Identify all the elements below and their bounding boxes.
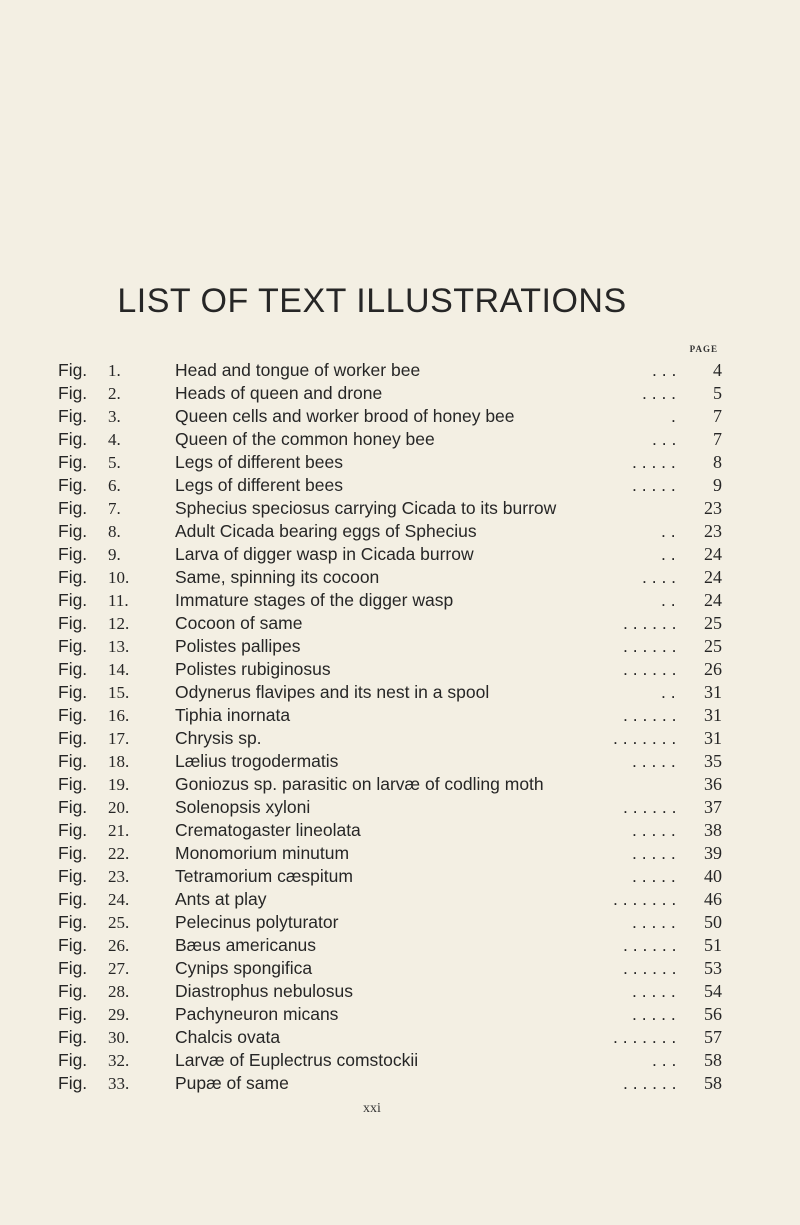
fig-label: Fig. (58, 1073, 88, 1093)
figure-caption: Immature stages of the digger wasp (175, 590, 454, 610)
figure-number: 18. (108, 752, 130, 771)
fig-label: Fig. (58, 958, 88, 978)
fig-label: Fig. (58, 820, 88, 840)
page-ref: 31 (704, 705, 722, 725)
page-ref: 57 (704, 1027, 722, 1047)
figure-caption: Queen of the common honey bee (175, 429, 435, 449)
page-ref: 4 (713, 360, 722, 380)
dot-leader: . . . . . . . (613, 889, 677, 909)
list-item (58, 405, 722, 428)
page-ref: 35 (704, 751, 722, 771)
page-ref: 31 (704, 728, 722, 748)
list-item (58, 382, 722, 405)
figure-number: 5. (108, 453, 121, 472)
page-ref: 40 (704, 866, 722, 886)
dot-leader: . . . . . (632, 981, 676, 1001)
fig-label: Fig. (58, 682, 88, 702)
page-ref: 7 (713, 406, 722, 426)
illustrations-list (58, 359, 722, 1095)
figure-caption: Diastrophus nebulosus (175, 981, 354, 1001)
figure-caption: Legs of different bees (175, 475, 343, 495)
page-ref: 25 (704, 613, 722, 633)
figure-number: 6. (108, 476, 121, 495)
figure-number: 33. (108, 1074, 130, 1093)
fig-label: Fig. (58, 981, 88, 1001)
page-ref: 24 (704, 544, 722, 564)
figure-number: 9. (108, 545, 121, 564)
page-ref: 5 (713, 383, 722, 403)
page-ref: 23 (704, 521, 722, 541)
figure-number: 29. (108, 1005, 130, 1024)
figure-caption: Tetramorium cæspitum (175, 866, 353, 886)
figure-number: 21. (108, 821, 130, 840)
dot-leader: . . . . . . . (613, 1027, 677, 1047)
fig-label: Fig. (58, 498, 88, 518)
figure-caption: Legs of different bees (175, 452, 343, 472)
figure-caption: Heads of queen and drone (175, 383, 383, 403)
figure-caption: Lælius trogodermatis (175, 751, 339, 771)
page-ref: 58 (704, 1073, 722, 1093)
figure-number: 17. (108, 729, 130, 748)
figure-caption: Same, spinning its cocoon (175, 567, 380, 587)
figure-number: 28. (108, 982, 130, 1001)
figure-number: 24. (108, 890, 130, 909)
dot-leader: . . . . . . (623, 705, 677, 725)
figure-number: 4. (108, 430, 121, 449)
dot-leader: . . . . . . . (613, 728, 677, 748)
dot-leader: . . (661, 521, 676, 541)
figure-number: 12. (108, 614, 130, 633)
figure-number: 26. (108, 936, 130, 955)
figure-caption: Tiphia inornata (175, 705, 291, 725)
list-item (58, 750, 722, 773)
dot-leader: . . . . (642, 567, 677, 587)
list-item (58, 1072, 722, 1095)
dot-leader: . . . . . . (623, 1073, 677, 1093)
fig-label: Fig. (58, 590, 88, 610)
page-ref: 38 (704, 820, 722, 840)
page-ref: 9 (713, 475, 722, 495)
dot-leader: . (671, 406, 676, 426)
figure-number: 27. (108, 959, 130, 978)
figure-number: 8. (108, 522, 121, 541)
fig-label: Fig. (58, 613, 88, 633)
figure-number: 16. (108, 706, 130, 725)
list-item (58, 1049, 722, 1072)
fig-label: Fig. (58, 889, 88, 909)
list-item (58, 1003, 722, 1026)
figure-number: 1. (108, 361, 121, 380)
fig-label: Fig. (58, 544, 88, 564)
dot-leader: . . . . . . (623, 659, 677, 679)
list-item (58, 520, 722, 543)
dot-leader: . . . . . . (623, 636, 677, 656)
fig-label: Fig. (58, 1050, 88, 1070)
figure-number: 22. (108, 844, 130, 863)
page-ref: 24 (704, 590, 722, 610)
figure-number: 25. (108, 913, 130, 932)
figure-caption: Adult Cicada bearing eggs of Sphecius (175, 521, 477, 541)
page-ref: 54 (704, 981, 722, 1001)
figure-caption: Bæus americanus (175, 935, 317, 955)
figure-caption: Cocoon of same (175, 613, 303, 633)
figure-number: 14. (108, 660, 130, 679)
fig-label: Fig. (58, 360, 88, 380)
fig-label: Fig. (58, 567, 88, 587)
figure-caption: Polistes rubiginosus (175, 659, 331, 679)
figure-caption: Odynerus flavipes and its nest in a spool (175, 682, 490, 702)
fig-label: Fig. (58, 521, 88, 541)
fig-label: Fig. (58, 797, 88, 817)
list-item (58, 474, 722, 497)
figure-number: 20. (108, 798, 130, 817)
figure-number: 10. (108, 568, 130, 587)
figure-caption: Crematogaster lineolata (175, 820, 361, 840)
fig-label: Fig. (58, 475, 88, 495)
figure-caption: Ants at play (175, 889, 267, 909)
page-title: LIST OF TEXT ILLUSTRATIONS (117, 282, 627, 320)
page-ref: 31 (704, 682, 722, 702)
fig-label: Fig. (58, 636, 88, 656)
fig-label: Fig. (58, 452, 88, 472)
page-ref: 51 (704, 935, 722, 955)
dot-leader: . . . . . . (623, 613, 677, 633)
list-item (58, 796, 722, 819)
fig-label: Fig. (58, 866, 88, 886)
list-item (58, 497, 722, 520)
fig-label: Fig. (58, 1027, 88, 1047)
dot-leader: . . . . . (632, 1004, 676, 1024)
figure-caption: Monomorium minutum (175, 843, 350, 863)
dot-leader: . . (661, 544, 676, 564)
page-ref: 25 (704, 636, 722, 656)
dot-leader: . . . . . (632, 843, 676, 863)
dot-leader: . . . (652, 429, 677, 449)
list-item (58, 589, 722, 612)
list-item (58, 612, 722, 635)
fig-label: Fig. (58, 705, 88, 725)
list-item (58, 635, 722, 658)
page-ref: 24 (704, 567, 722, 587)
list-item (58, 957, 722, 980)
page-column-header: PAGE (689, 344, 718, 354)
dot-leader: . . . . . (632, 452, 676, 472)
figure-caption: Larvæ of Euplectrus comstockii (175, 1050, 419, 1070)
fig-label: Fig. (58, 912, 88, 932)
figure-number: 15. (108, 683, 130, 702)
list-item (58, 1026, 722, 1049)
dot-leader: . . . . . (632, 475, 676, 495)
list-item (58, 359, 722, 382)
page-ref: 56 (704, 1004, 722, 1024)
fig-label: Fig. (58, 751, 88, 771)
list-item (58, 980, 722, 1003)
figure-caption: Polistes pallipes (175, 636, 301, 656)
page-ref: 46 (704, 889, 722, 909)
figure-number: 32. (108, 1051, 130, 1070)
dot-leader: . . . (652, 360, 677, 380)
list-item (58, 704, 722, 727)
fig-label: Fig. (58, 843, 88, 863)
dot-leader: . . . . . (632, 820, 676, 840)
page-ref: 8 (713, 452, 722, 472)
fig-label: Fig. (58, 383, 88, 403)
fig-label: Fig. (58, 659, 88, 679)
page-ref: 36 (704, 774, 722, 794)
dot-leader: . . . . . (632, 866, 676, 886)
list-item (58, 451, 722, 474)
figure-caption: Pelecinus polyturator (175, 912, 339, 932)
page-ref: 37 (704, 797, 722, 817)
list-item (58, 566, 722, 589)
page-ref: 53 (704, 958, 722, 978)
figure-number: 11. (108, 591, 129, 610)
dot-leader: . . . . . . (623, 958, 677, 978)
fig-label: Fig. (58, 728, 88, 748)
list-item (58, 428, 722, 451)
list-item (58, 658, 722, 681)
fig-label: Fig. (58, 774, 88, 794)
page-ref: 50 (704, 912, 722, 932)
figure-caption: Head and tongue of worker bee (175, 360, 421, 380)
dot-leader: . . . (652, 1050, 677, 1070)
figure-number: 2. (108, 384, 121, 403)
figure-caption: Pachyneuron micans (175, 1004, 339, 1024)
list-item (58, 773, 722, 796)
list-item (58, 934, 722, 957)
dot-leader: . . . . . . (623, 935, 677, 955)
dot-leader: . . (661, 682, 676, 702)
dot-leader: . . . . . (632, 912, 676, 932)
page-ref: 23 (704, 498, 722, 518)
page-ref: 26 (704, 659, 722, 679)
figure-number: 13. (108, 637, 130, 656)
dot-leader: . . . . . (632, 751, 676, 771)
dot-leader: . . (661, 590, 676, 610)
figure-number: 30. (108, 1028, 130, 1047)
list-item (58, 543, 722, 566)
figure-caption: Chrysis sp. (175, 728, 262, 748)
list-item (58, 727, 722, 750)
figure-number: 3. (108, 407, 121, 426)
figure-caption: Chalcis ovata (175, 1027, 281, 1047)
list-item (58, 819, 722, 842)
page-ref: 39 (704, 843, 722, 863)
page-ref: 7 (713, 429, 722, 449)
page-ref: 58 (704, 1050, 722, 1070)
list-item (58, 681, 722, 704)
fig-label: Fig. (58, 935, 88, 955)
figure-caption: Cynips spongifica (175, 958, 313, 978)
figure-caption: Larva of digger wasp in Cicada burrow (175, 544, 474, 564)
fig-label: Fig. (58, 429, 88, 449)
list-item (58, 865, 722, 888)
figure-caption: Goniozus sp. parasitic on larvæ of codling moth (175, 774, 544, 794)
figure-caption: Queen cells and worker brood of honey bee (175, 406, 515, 426)
figure-number: 7. (108, 499, 121, 518)
figure-number: 23. (108, 867, 130, 886)
figure-caption: Sphecius speciosus carrying Cicada to its burrow (175, 498, 557, 518)
figure-caption: Solenopsis xyloni (175, 797, 311, 817)
figure-number: 19. (108, 775, 130, 794)
fig-label: Fig. (58, 1004, 88, 1024)
list-item (58, 911, 722, 934)
dot-leader: . . . . (642, 383, 677, 403)
figure-caption: Pupæ of same (175, 1073, 289, 1093)
dot-leader: . . . . . . (623, 797, 677, 817)
list-item (58, 888, 722, 911)
list-item (58, 842, 722, 865)
fig-label: Fig. (58, 406, 88, 426)
page-number: xxi (363, 1101, 381, 1116)
